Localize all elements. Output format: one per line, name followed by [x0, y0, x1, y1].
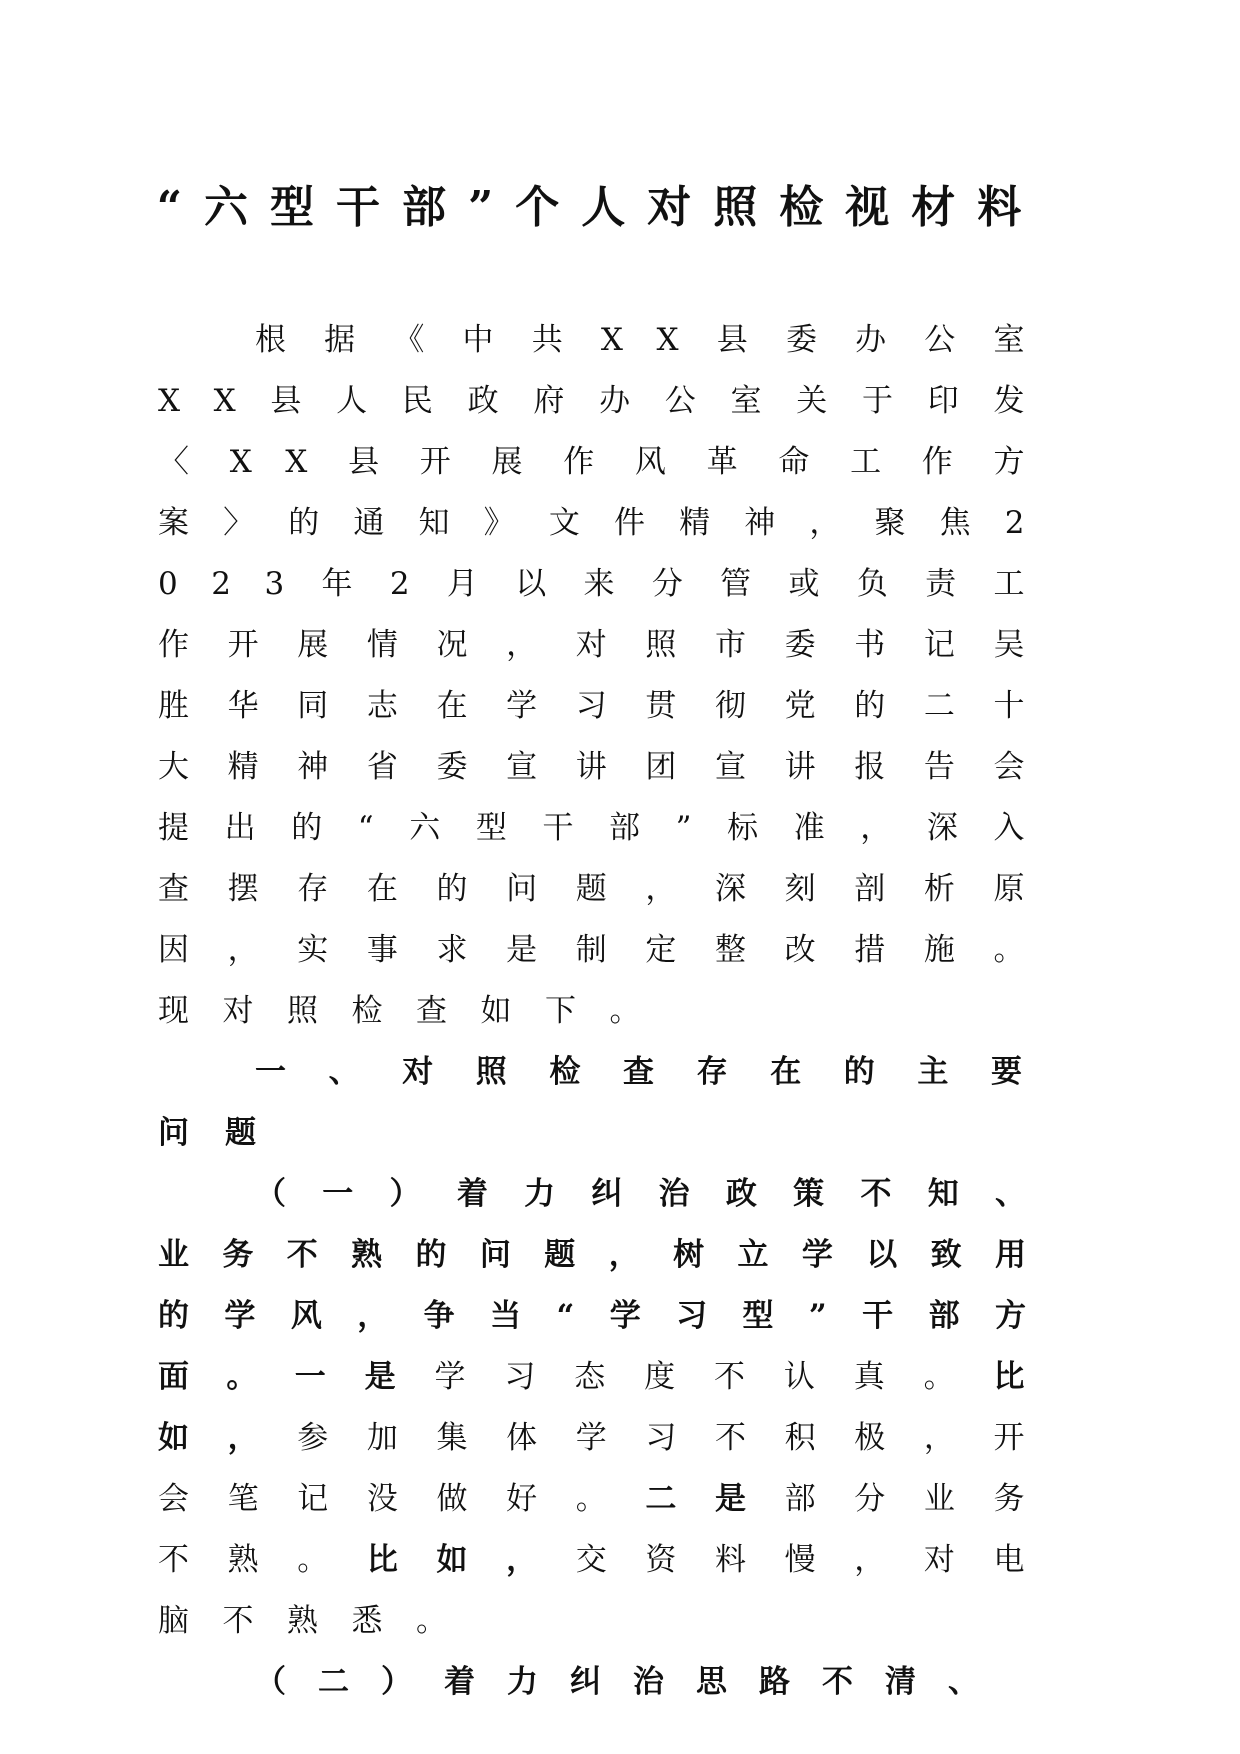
point-1-label: 一是	[294, 1359, 435, 1395]
point-2-label: 二是	[645, 1481, 785, 1517]
example-1-text: 参加集体学习不积极，开会笔记没做好。	[158, 1420, 1058, 1517]
point-2-text: 部分业务不熟。	[158, 1481, 1058, 1578]
subsection-2-paragraph	[158, 1652, 1058, 1713]
example-2-label: 比如，	[366, 1542, 576, 1578]
subsection-1-title: （一）着力纠治政策不知、业务不熟的问题，树立学以致用的学风，争当“学习型”干部方面。	[158, 1176, 1058, 1395]
document-body	[158, 310, 1058, 1713]
intro-paragraph: 根据《中共XX县委办公室 XX县人民政府办公室关于印发〈XX县开展作风革命工作方案〉的通知》文件精神，聚焦2023年2月以来分管或负责工作开展情况，对照市委书记吴胜华同志在学习贯彻党的二十大精神省委宣讲团宣讲报告会提出的“六型干部”标准，深入查摆存在的问题，深刻剖析原因，实事求是制定整改措施。现对照检查如下。	[158, 322, 1058, 1029]
subsection-2-title: （二）着力纠治思路不清、	[255, 1664, 1011, 1700]
example-2-text: 交资料慢，对电脑不熟悉。	[158, 1542, 1058, 1639]
example-1-label: 比如，	[158, 1359, 1058, 1456]
section-heading: 一、对照检查存在的主要问题	[158, 1054, 1058, 1151]
point-1-text: 学习态度不认真。	[434, 1359, 994, 1395]
subsection-1-paragraph	[158, 1164, 1058, 1652]
document-title: “六型干部”个人对照检视材料	[156, 182, 1044, 233]
